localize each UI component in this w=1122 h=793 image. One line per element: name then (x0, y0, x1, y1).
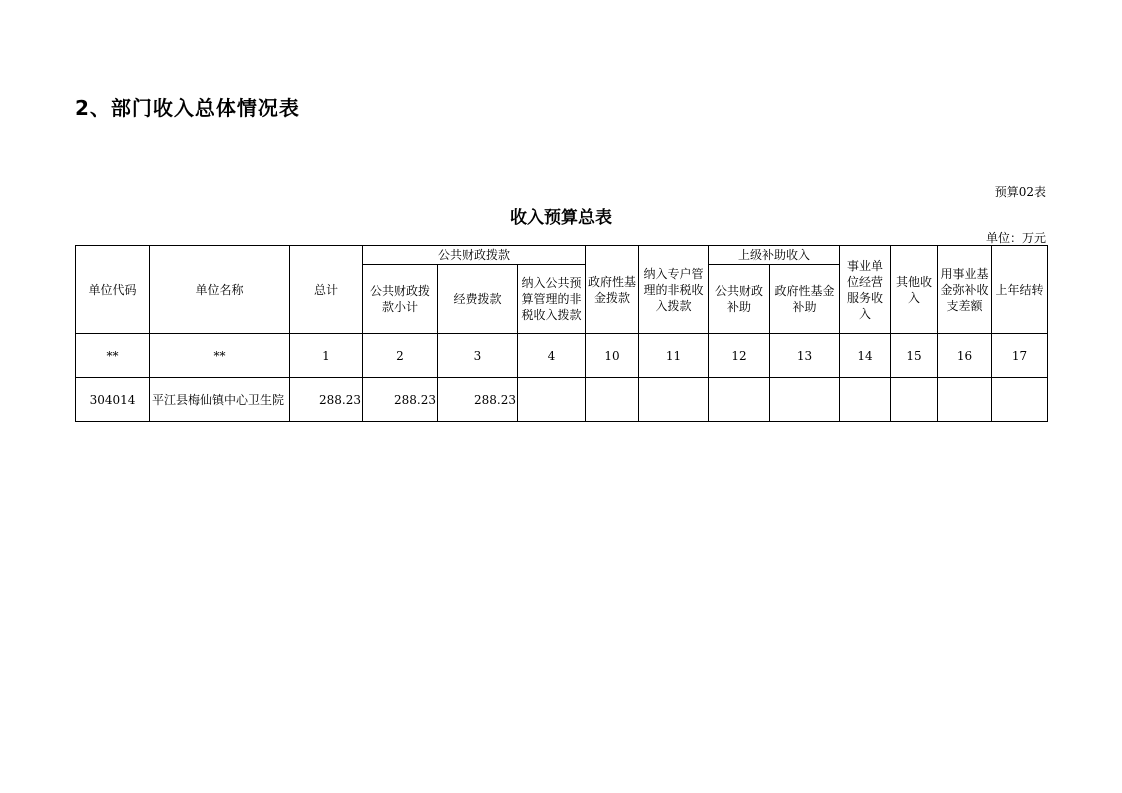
index-cell: 14 (840, 334, 891, 378)
header-public-finance: 公共财政拨款 (363, 246, 586, 265)
header-funding: 经费拨款 (438, 265, 518, 334)
unit-label: 单位：万元 (985, 231, 1046, 245)
header-fund-compensation: 用事业基金弥补收支差额 (938, 246, 992, 334)
index-cell: 10 (586, 334, 639, 378)
header-nontax-public: 纳入公共预算管理的非税收入拨款 (518, 265, 586, 334)
index-cell: 15 (891, 334, 938, 378)
header-public-subtotal: 公共财政拨款小计 (363, 265, 438, 334)
header-unit-code: 单位代码 (76, 246, 150, 334)
cell-nontax-special (639, 378, 709, 422)
cell-public-subtotal: 288.23 (363, 378, 438, 422)
cell-fund-compensation (938, 378, 992, 422)
cell-unit-name: 平江县梅仙镇中心卫生院 (150, 378, 290, 422)
index-cell: 11 (639, 334, 709, 378)
header-unit-name: 单位名称 (150, 246, 290, 334)
cell-nontax-public (518, 378, 586, 422)
cell-gov-fund-subsidy (770, 378, 840, 422)
index-cell: ** (150, 334, 290, 378)
header-carryover: 上年结转 (992, 246, 1048, 334)
cell-total: 288.23 (290, 378, 363, 422)
cell-gov-fund (586, 378, 639, 422)
header-row-1 (76, 246, 1048, 265)
cell-funding: 288.23 (438, 378, 518, 422)
table-row (76, 378, 1048, 422)
header-superior-subsidy: 上级补助收入 (709, 246, 840, 265)
cell-public-subsidy (709, 378, 770, 422)
index-cell: 3 (438, 334, 518, 378)
header-gov-fund-subsidy: 政府性基金补助 (770, 265, 840, 334)
index-row (76, 334, 1048, 378)
header-public-subsidy: 公共财政补助 (709, 265, 770, 334)
header-total: 总计 (290, 246, 363, 334)
index-cell: 13 (770, 334, 840, 378)
index-cell: 4 (518, 334, 586, 378)
cell-business-income (840, 378, 891, 422)
index-cell: 17 (992, 334, 1048, 378)
index-cell: 12 (709, 334, 770, 378)
header-business-income: 事业单位经营服务收入 (840, 246, 891, 334)
header-gov-fund: 政府性基金拨款 (586, 246, 639, 334)
index-cell: 1 (290, 334, 363, 378)
cell-carryover (992, 378, 1048, 422)
page-heading: 2、部门收入总体情况表 (75, 96, 300, 120)
income-budget-table (75, 245, 1048, 422)
cell-unit-code: 304014 (76, 378, 150, 422)
table-title: 收入预算总表 (510, 208, 612, 228)
header-other-income: 其他收入 (891, 246, 938, 334)
header-nontax-special: 纳入专户管理的非税收入拨款 (639, 246, 709, 334)
cell-other-income (891, 378, 938, 422)
index-cell: 2 (363, 334, 438, 378)
index-cell: ** (76, 334, 150, 378)
table-code: 预算02表 (994, 185, 1046, 199)
index-cell: 16 (938, 334, 992, 378)
